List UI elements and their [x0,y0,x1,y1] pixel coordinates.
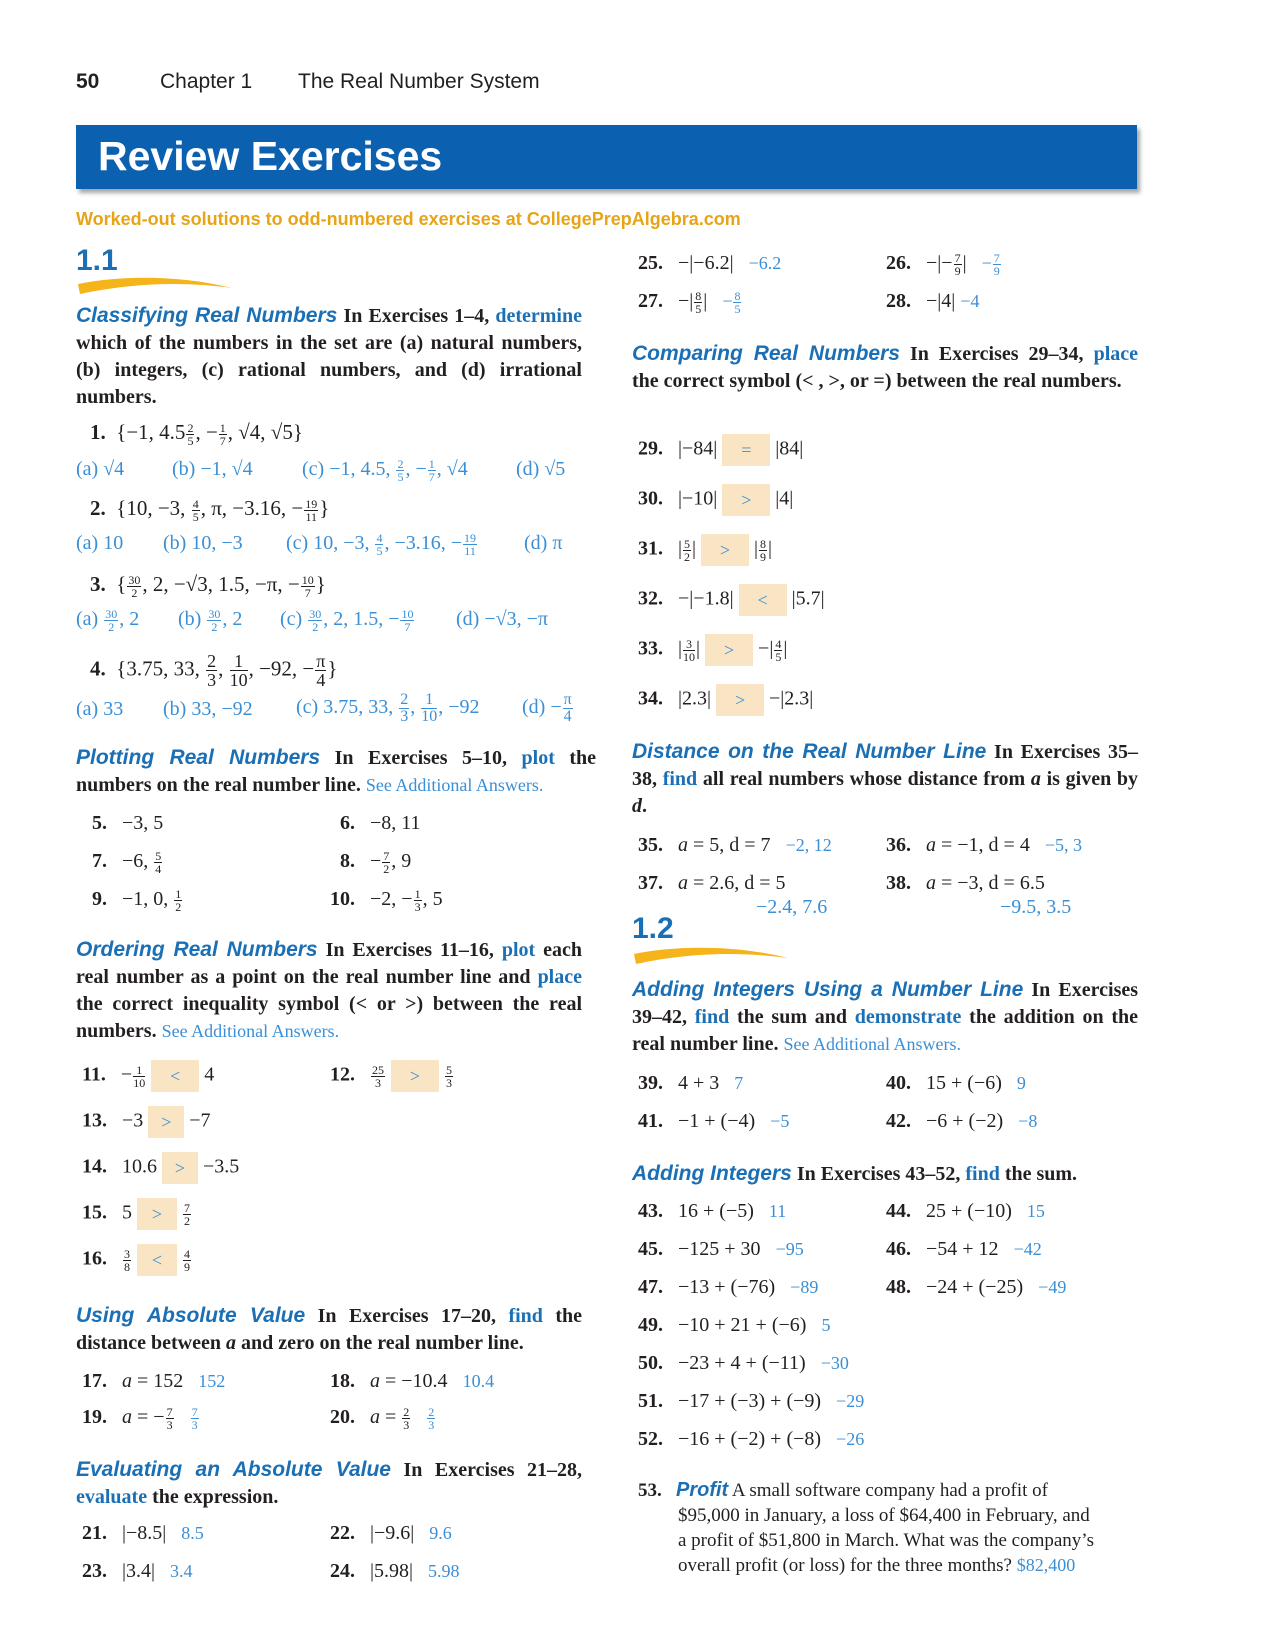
answer-box: < [739,584,787,616]
adding-line-heading: Adding Integers Using a Number Line [632,978,1024,1001]
answer-2-a: (a) 10 [76,532,124,554]
answer-4-a: (a) 33 [76,698,124,720]
classifying-directions [76,302,582,411]
absolute-directions: Using Absolute Value In Exercises 17–20, find the distance between a and zero on the real number line. [76,1304,583,1354]
answer-1-d: (d) √5 [516,458,566,480]
dir-keyword: determine [495,305,582,327]
see-additional-answers[interactable]: See Additional Answers. [783,1034,961,1054]
answer: $\frac{7}{3}$ [191,1405,198,1432]
exercise-41: 41. −1 + (−4) −5 [638,1110,790,1132]
exercise-38: 38. a = −3, d = 6.5 [886,872,1045,894]
frac: $\frac{2}{5}$ [187,420,194,448]
exercise-35: 35. a = 5, d = 7 −2, 12 [638,834,832,856]
exercise-31: 31. | $\frac{5}{2}$ | > | $\frac{8}{9}$ | [638,534,772,566]
exercise-5: 5. −3, 5 [92,812,164,834]
exercise-3: 3. { $\frac{30}{2}$ , 2, −√3, 1.5, −π, − $\frac{10}{7}$ } [90,572,326,600]
answer-box: < [151,1060,199,1092]
dir-text: In Exercises 1–4, [343,305,490,327]
answer-box: < [137,1244,177,1276]
exercise-37: 37. a = 2.6, d = 5 [638,872,786,894]
ex-num: 2. [90,496,106,520]
exercise-4: 4. {3.75, 33, $\frac{2}{3}$ , $\frac{1}{10}$ , −92, − $\frac{\pi}{4}$ } [90,651,338,690]
answer-3-c: (c) $\frac{30}{2}$ , 2, 1.5, − $\frac{10}{7}$ [280,607,414,634]
exercise-33: 33. | $\frac{3}{10}$ | > −| $\frac{4}{5}$ | [638,634,787,666]
exercise-18: 18. a = −10.4 10.4 [330,1370,495,1392]
distance-heading: Distance on the Real Number Line [632,740,987,763]
exercise-11: 11. − $\frac{1}{10}$ < 4 [82,1060,214,1092]
set: {−1, 4.5 [116,420,186,444]
chapter-label: Chapter 1 [160,70,253,93]
exercise-42: 42. −6 + (−2) −8 [886,1110,1038,1132]
answer: 152 [198,1371,226,1391]
exercise-28: 28. −|4| −4 [886,290,980,312]
exercise-14: 14. 10.6 > −3.5 [82,1152,239,1184]
answer-1-b: (b) −1, √4 [172,458,253,480]
page-number: 50 [76,70,100,93]
exercise-39: 39. 4 + 3 7 [638,1072,744,1094]
section-swoosh-decoration [76,272,236,298]
set: √4, √5} [238,420,303,444]
exercise-45: 45. −125 + 30 −95 [638,1238,804,1260]
exercise-29: 29. |−84| = |84| [638,434,803,466]
comparing-heading: Comparing Real Numbers [632,342,900,365]
exercise-25: 25. −|−6.2| −6.2 [638,252,782,274]
see-additional-answers[interactable]: See Additional Answers. [365,775,544,795]
exercise-17: 17. a = 152 152 [82,1370,226,1392]
answer-box: > [722,484,770,516]
exercise-34: 34. |2.3| > −|2.3| [638,684,813,716]
section-swoosh-decoration [632,942,792,968]
exercise-2: 2. {10, −3, $\frac{4}{5}$ , π, −3.16, − $\frac{19}{11}$ } [90,496,330,524]
answer-3-d: (d) −√3, −π [456,608,548,630]
ex-num: 3. [90,572,106,596]
answer-2-d: (d) π [524,532,563,554]
exercise-40: 40. 15 + (−6) 9 [886,1072,1026,1094]
answer-38: −9.5, 3.5 [1000,896,1072,918]
answer-2-b: (b) 10, −3 [163,532,243,554]
chapter-title: The Real Number System [298,70,540,93]
sym: − [205,420,218,444]
plotting-heading: Plotting Real Numbers [76,746,321,769]
exercise-32: 32. −|−1.8| < |5.7| [638,584,825,616]
adding-heading: Adding Integers [632,1162,792,1185]
answer-2-c: (c) 10, −3, $\frac{4}{5}$ , −3.16, − $\frac{19}{11}$ [286,531,477,558]
answer-box: = [722,434,770,466]
answer-box: > [148,1106,184,1138]
section-1-2: 1.2 [632,912,674,945]
exercise-24: 24. |5.98| 5.98 [330,1560,460,1582]
answer: 10.4 [462,1371,495,1391]
exercise-12: 12. $\frac{25}{3}$ > $\frac{5}{3}$ [330,1060,454,1092]
frac: $\frac{1}{7}$ [219,420,226,448]
exercise-47: 47. −13 + (−76) −89 [638,1276,819,1298]
review-banner [76,125,1137,189]
answer-box: > [391,1060,439,1092]
exercise-22: 22. |−9.6| 9.6 [330,1522,452,1544]
ordering-heading: Ordering Real Numbers [76,938,318,961]
ex-num: 1. [90,420,106,444]
exercise-53: 53. Profit A small software company had a profit of $95,000 in January, a loss of $64,400 in February, and a profit of $51,800 in March. What was the company’s overall profit (or loss) for the three months? $82,400 [638,1479,1094,1576]
exercise-7: 7. −6, $\frac{5}{4}$ [92,849,162,876]
answer-box: > [137,1198,177,1230]
exercise-20: 20. a = $\frac{2}{3}$ $\frac{2}{3}$ [330,1405,435,1432]
comparing-directions: Comparing Real Numbers In Exercises 29–34, place the correct symbol (< , >, or =) between the real numbers. [632,342,1139,392]
absolute-heading: Using Absolute Value [76,1304,306,1327]
answer-box: > [162,1152,198,1184]
exercise-52: 52. −16 + (−2) + (−8) −26 [638,1428,865,1450]
exercise-36: 36. a = −1, d = 4 −5, 3 [886,834,1082,856]
exercise-23: 23. |3.4| 3.4 [82,1560,193,1582]
exercise-44: 44. 25 + (−10) 15 [886,1200,1045,1222]
exercise-43: 43. 16 + (−5) 11 [638,1200,787,1222]
answer-3-b: (b) $\frac{30}{2}$ , 2 [178,607,243,634]
ordering-directions: Ordering Real Numbers In Exercises 11–16, plot each real number as a point on the real number line and place the correct inequality symbol (< or >) between the real numbers. See Additional Answers. [76,938,583,1042]
answer-4-d: (d) − $\frac{\pi}{4}$ [522,691,572,725]
exercise-46: 46. −54 + 12 −42 [886,1238,1042,1260]
exercise-8: 8. − $\frac{7}{2}$ , 9 [340,849,412,876]
answer-4-b: (b) 33, −92 [163,698,253,720]
exercise-27: 27. −| $\frac{8}{5}$ | − $\frac{8}{5}$ [638,289,741,316]
exercise-30: 30. |−10| > |4| [638,484,793,516]
exercise-21: 21. |−8.5| 8.5 [82,1522,204,1544]
exercise-1: 1. {−1, 4.5 $\frac{2}{5}$ , − $\frac{1}{7}$ , √4, √5} [90,420,303,448]
exercise-16: 16. $\frac{3}{8}$ < $\frac{4}{9}$ [82,1244,192,1276]
exercise-19: 19. a = − $\frac{7}{3}$ $\frac{7}{3}$ [82,1405,198,1432]
exercise-51: 51. −17 + (−3) + (−9) −29 [638,1390,865,1412]
exercise-26: 26. −|− $\frac{7}{9}$ | − $\frac{7}{9}$ [886,251,1000,278]
solutions-link[interactable]: Worked-out solutions to odd-numbered exercises at CollegePrepAlgebra.com [76,209,741,229]
adding-line-directions: Adding Integers Using a Number Line In Exercises 39–42, find the sum and demonstrate the addition on the real number line. See Additional Answers. [632,978,1139,1055]
evaluating-heading: Evaluating an Absolute Value [76,1458,391,1481]
distance-directions: Distance on the Real Number Line In Exercises 35–38, find all real numbers whose distance from a is given by d. [632,740,1139,817]
exercise-50: 50. −23 + 4 + (−11) −30 [638,1352,849,1374]
answer-box: > [701,534,749,566]
evaluating-directions: Evaluating an Absolute Value In Exercises 21–28, evaluate the expression. [76,1458,583,1508]
exercise-9: 9. −1, 0, $\frac{1}{2}$ [92,887,182,914]
answer-box: > [716,684,764,716]
see-additional-answers[interactable]: See Additional Answers. [161,1021,340,1041]
exercise-15: 15. 5 > $\frac{7}{2}$ [82,1198,192,1230]
exercise-13: 13. −3 > −7 [82,1106,211,1138]
dir-text: which of the numbers in the set are (a) natural numbers, (b) integers, (c) rational numbers, and (d) irrational numbers. [76,332,582,408]
classifying-heading: Classifying Real Numbers [76,304,338,327]
answer-37: −2.4, 7.6 [756,896,828,918]
exercise-10: 10. −2, − $\frac{1}{3}$ , 5 [330,887,443,914]
exercise-6: 6. −8, 11 [340,812,421,834]
answer-1-a: (a) √4 [76,458,125,480]
adding-directions: Adding Integers In Exercises 43–52, find the sum. [632,1162,1078,1185]
answer: $\frac{2}{3}$ [428,1405,435,1432]
answer-4-c: (c) 3.75, 33, $\frac{2}{3}$ , $\frac{1}{10}$ , −92 [296,691,480,725]
profit-heading: Profit [676,1479,729,1501]
answer-3-a: (a) $\frac{30}{2}$ , 2 [76,607,140,634]
exercise-48: 48. −24 + (−25) −49 [886,1276,1067,1298]
answer-1-c: (c) −1, 4.5, $\frac{2}{5}$ , − $\frac{1}{7}$ , √4 [302,457,468,484]
ex-num: 4. [90,656,106,681]
section-1-1: 1.1 [76,244,118,277]
exercise-49: 49. −10 + 21 + (−6) 5 [638,1314,831,1336]
plotting-directions: Plotting Real Numbers In Exercises 5–10, plot the numbers on the real number line. See Additional Answers. [76,746,597,796]
banner-title: Review Exercises [98,133,443,179]
answer-box: > [705,634,753,666]
